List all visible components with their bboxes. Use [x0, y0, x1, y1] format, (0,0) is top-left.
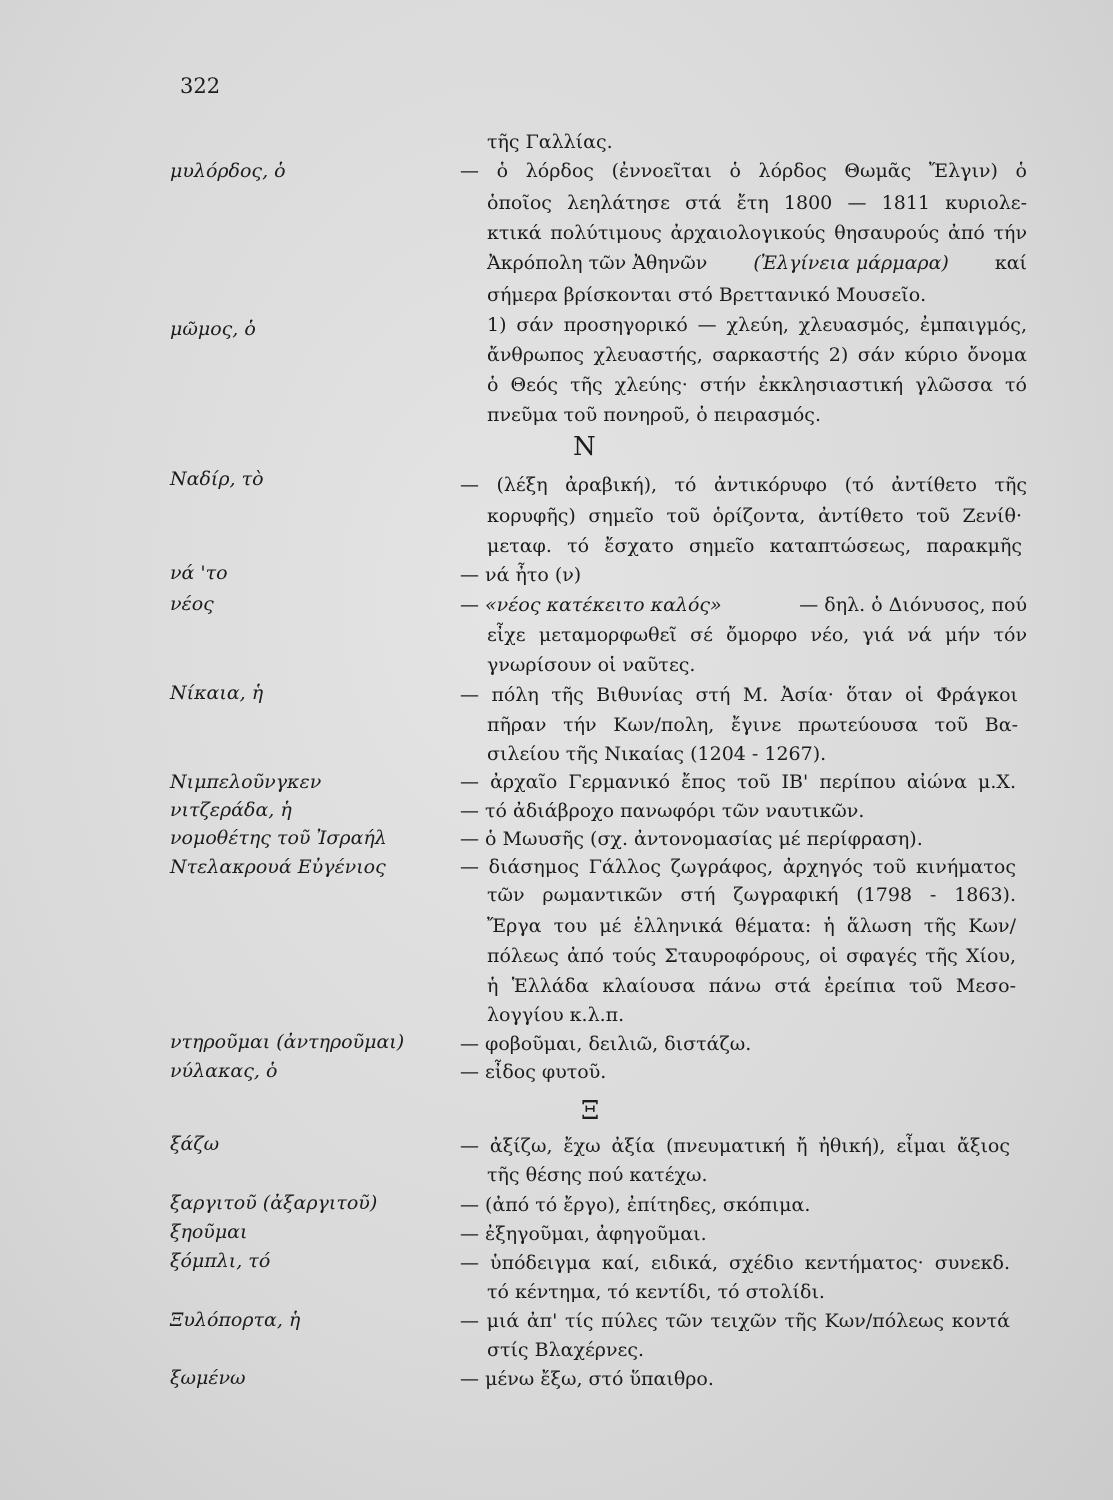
definition-line: — ἀξίζω, ἔχω ἀξία (πνευματική ἤ ἠθική), εἶμαι ἄξιος — [460, 1135, 1010, 1157]
headword-neos: νέος — [170, 593, 214, 615]
definition-line: τῆς Γαλλίας. — [487, 131, 613, 153]
headword-nomothetis: νομοθέτης τοῦ Ἰσραήλ — [170, 827, 387, 849]
definition-segment: Ἀκρόπολη τῶν Ἀθηνῶν — [487, 252, 708, 274]
definition-line: — ὁ λόρδος (ἐννοεῖται ὁ λόρδος Θωμᾶς Ἔλγιν) ὁ — [460, 160, 1027, 182]
headword-xompli: ξόμπλι, τό — [170, 1250, 271, 1272]
definition-line: — φοβοῦμαι, δειλιῶ, διστάζω. — [460, 1033, 752, 1055]
definition-line: — πόλη τῆς Βιθυνίας στή Μ. Ἀσία· ὅταν οἱ Φράγκοι — [460, 684, 1018, 706]
definition-line: στίς Βλαχέρνες. — [487, 1339, 645, 1361]
headword-xiioumai: ξηοῦμαι — [170, 1221, 248, 1243]
definition-line: — μένω ἔξω, στό ὕπαιθρο. — [460, 1368, 714, 1390]
section-letter-xi: Ξ — [581, 1096, 600, 1126]
definition-line: κτικά πολύτιμους ἀρχαιολογικούς θησαυρούς ἀπό τήν — [487, 222, 1027, 244]
definition-line: πῆραν τήν Κων/πολη, ἔγινε πρωτεύουσα τοῦ Βα- — [487, 714, 1018, 736]
definition-line: 1) σάν προσηγορικό — χλεύη, χλευασμός, ἐμπαιγμός, — [487, 314, 1027, 336]
headword-nibelungen: Νιμπελοῦνγκεν — [170, 771, 322, 793]
definition-line: — (ἀπό τό ἔργο), ἐπίτηδες, σκόπιμα. — [460, 1194, 811, 1216]
headword-nitzerada: νιτζεράδα, ἡ — [170, 799, 292, 821]
definition-line: πόλεως ἀπό τούς Σταυροφόρους, οἱ σφαγές τῆς Χίου, — [487, 945, 1016, 967]
definition-line: — εἶδος φυτοῦ. — [460, 1061, 607, 1083]
definition-line: γνωρίσουν οἱ ναῦτες. — [487, 654, 696, 676]
definition-line: — διάσημος Γάλλος ζωγράφος, ἀρχηγός τοῦ κινήματος — [460, 856, 1016, 878]
definition-line: πνεῦμα τοῦ πονηροῦ, ὁ πειρασμός. — [487, 404, 821, 426]
headword-delacroix: Ντελακρουά Εὐγένιος — [170, 856, 386, 878]
definition-line: ἄνθρωπος χλευαστής, σαρκαστής 2) σάν κύριο ὄνομα — [487, 344, 1027, 366]
definition-segment-italic: (Ἐλγίνεια μάρμαρα) — [753, 252, 949, 274]
section-letter-n: Ν — [573, 432, 596, 462]
definition-line: ἡ Ἑλλάδα κλαίουσα πάνω στά ἐρείπια τοῦ Μεσο- — [487, 975, 1016, 997]
definition-line: — ὁ Μωυσῆς (σχ. ἀντονομασίας μέ περίφραση). — [460, 828, 923, 850]
definition-line: τό κέντημα, τό κεντίδι, τό στολίδι. — [487, 1281, 825, 1303]
definition-line: — νά ἦτο (ν) — [460, 564, 582, 586]
definition-line: εἶχε μεταμορφωθεῖ σέ ὄμορφο νέο, γιά νά μήν τόν — [487, 624, 1027, 646]
definition-segment: — δηλ. ὁ Διόνυσος, πού — [799, 594, 1027, 616]
definition-line: — ἐξηγοῦμαι, ἀφηγοῦμαι. — [460, 1223, 707, 1245]
headword-xyloporta: Ξυλόπορτα, ἡ — [170, 1309, 301, 1331]
definition-line: — μιά ἀπ' τίς πύλες τῶν τειχῶν τῆς Κων/πόλεως κοντά — [460, 1310, 1010, 1332]
definition-line: — τό ἀδιάβροχο πανωφόρι τῶν ναυτικῶν. — [460, 800, 865, 822]
definition-line: λογγίου κ.λ.π. — [487, 1004, 625, 1026]
headword-nylakas: νύλακας, ὁ — [170, 1060, 278, 1082]
definition-line: ὁ Θεός τῆς χλεύης· στήν ἐκκλησιαστική γλῶσσα τό — [487, 374, 1027, 396]
definition-line: τῆς θέσης πού κατέχω. — [487, 1164, 708, 1186]
headword-nadir: Ναδίρ, τὸ — [170, 468, 264, 490]
page-number: 322 — [180, 74, 221, 98]
headword-na-to: νά 'το — [170, 562, 228, 584]
definition-line: μεταφ. τό ἔσχατο σημεῖο καταπτώσεως, παρακμῆς — [487, 535, 1022, 557]
definition-segment-italic: — «νέος κατέκειτο καλός» — [460, 594, 722, 616]
definition-line: τῶν ρωμαντικῶν στή ζωγραφική (1798 - 1863). — [487, 884, 1016, 906]
definition-line: Ἔργα του μέ ἑλληνικά θέματα: ἡ ἅλωση τῆς Κων/ — [487, 915, 1016, 937]
headword-ntiroumai: ντηροῦμαι (ἀντηροῦμαι) — [170, 1031, 405, 1053]
definition-line: σιλείου τῆς Νικαίας (1204 - 1267). — [487, 743, 827, 765]
headword-xomeno: ξωμένω — [170, 1367, 246, 1389]
definition-line: σήμερα βρίσκονται στό Βρεττανικό Μουσεῖο. — [487, 284, 927, 306]
definition-line: ὁποῖος λεηλάτησε στά ἔτη 1800 — 1811 κυριολε- — [487, 192, 1027, 214]
definition-line: — (λέξη ἀραβική), τό ἀντικόρυφο (τό ἀντίθετο τῆς — [460, 474, 1027, 496]
headword-xargitou: ξαργιτοῦ (ἀξαργιτοῦ) — [170, 1192, 378, 1214]
definition-line: — ὑπόδειγμα καί, ειδικά, σχέδιο κεντήματος· συνεκδ. — [460, 1252, 1010, 1274]
definition-line — [460, 594, 1027, 616]
headword-nikaia: Νίκαια, ἡ — [170, 682, 264, 704]
headword-xazo: ξάζω — [170, 1133, 220, 1155]
definition-segment: καί — [994, 252, 1027, 274]
headword-momos: μῶμος, ὁ — [170, 318, 256, 340]
definition-line — [487, 252, 1027, 274]
definition-line: — ἀρχαῖο Γερμανικό ἔπος τοῦ ΙΒ' περίπου αἰώνα μ.Χ. — [460, 771, 1016, 793]
headword-mylordos: μυλόρδος, ὁ — [170, 160, 286, 182]
definition-line: κορυφῆς) σημεῖο τοῦ ὁρίζοντα, ἀντίθετο τοῦ Ζενίθ· — [487, 505, 1022, 527]
